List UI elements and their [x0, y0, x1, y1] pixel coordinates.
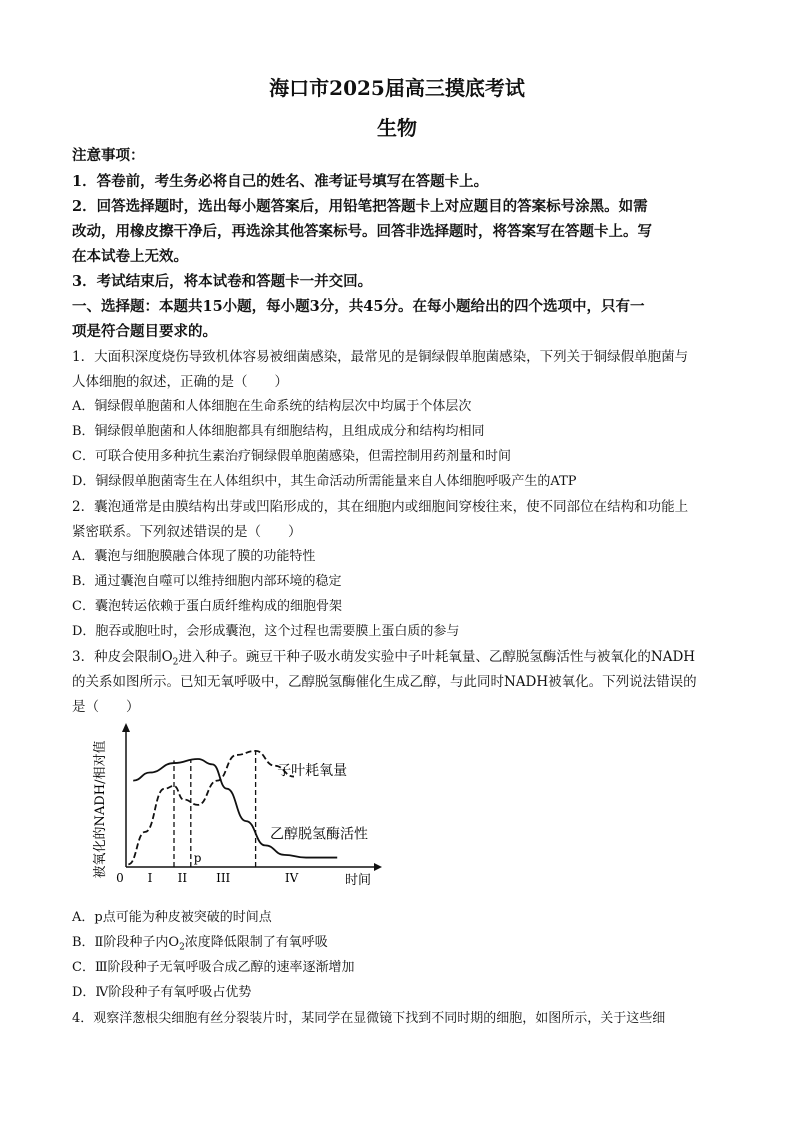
series-line-enzyme	[128, 751, 294, 864]
q1-option-a: A．铜绿假单胞菌和人体细胞在生命系统的结构层次中均属于个体层次	[72, 399, 472, 414]
exam-title: 海口市2025届高三摸底考试	[269, 76, 525, 100]
q2-option-a: A．囊泡与细胞膜融合体现了膜的功能特性	[72, 549, 316, 564]
origin-label: 0	[116, 871, 124, 885]
q3-stem-part: 3．种皮会限制O	[72, 649, 173, 665]
y-axis-arrow	[122, 723, 130, 732]
q3-stem: 的关系如图所示。已知无氧呼吸中，乙醇脱氢酶催化生成乙醇，与此同时NADH被氧化。下列说法错误的	[72, 674, 697, 690]
nadh-chart	[86, 722, 406, 902]
q3-stem: 是（ ）	[72, 699, 140, 715]
stage-label: II	[177, 871, 188, 885]
x-axis-label: 时间	[344, 873, 372, 888]
q1-option-b: B．铜绿假单胞菌和人体细胞都具有细胞结构，且组成成分和结构均相同	[72, 424, 485, 439]
q3-option-c: C．Ⅲ阶段种子无氧呼吸合成乙醇的速率逐渐增加	[72, 960, 355, 975]
stage-label: I	[147, 871, 153, 885]
q2-option-c: C．囊泡转运依赖于蛋白质纤维构成的细胞骨架	[72, 599, 342, 614]
series-label-oxygen: 子叶耗氧量	[277, 763, 348, 780]
q3-option-b-part: B．Ⅱ阶段种子内O	[72, 935, 180, 950]
section-heading: 一、选择题：本题共15小题，每小题3分，共45分。在每小题给出的四个选项中，只有一	[72, 298, 645, 315]
subscript: 2	[172, 657, 179, 668]
notice-heading: 注意事项：	[72, 147, 145, 164]
notice-line: 在本试卷上无效。	[72, 248, 188, 265]
q1-stem: 人体细胞的叙述，正确的是（ ）	[72, 374, 288, 390]
q1-stem: 1．大面积深度烧伤导致机体容易被细菌感染，最常见的是铜绿假单胞菌感染，下列关于铜绿假单胞菌与	[72, 349, 689, 365]
notice-line: 改动，用橡皮擦干净后，再选涂其他答案标号。回答非选择题时，将答案写在答题卡上。写	[72, 223, 652, 240]
q2-stem: 紧密联系。下列叙述错误的是（ ）	[72, 524, 302, 540]
notice-line: 3．考试结束后，将本试卷和答题卡一并交回。	[72, 273, 373, 290]
notice-line: 2．回答选择题时，选出每小题答案后，用铅笔把答题卡上对应题目的答案标号涂黑。如需	[72, 198, 648, 215]
q1-option-d: D．铜绿假单胞菌寄生在人体组织中，其生命活动所需能量来自人体细胞呼吸产生的ATP	[72, 474, 577, 489]
q3-option-b-part: 浓度降低限制了有氧呼吸	[184, 935, 328, 950]
x-axis-arrow	[374, 863, 382, 871]
stage-label: III	[216, 871, 231, 885]
q4-stem: 4．观察洋葱根尖细胞有丝分裂装片时，某同学在显微镜下找到不同时期的细胞，如图所示，关于这些细	[72, 1011, 666, 1026]
q3-stem-part: 进入种子。豌豆干种子吸水萌发实验中子叶耗氧量、乙醇脱氢酶活性与被氧化的NADH	[178, 649, 696, 665]
section-heading: 项是符合题目要求的。	[72, 323, 217, 340]
stage-label: IV	[284, 871, 299, 885]
point-p-label: p	[193, 851, 202, 865]
q3-option-a: A．p点可能为种皮被突破的时间点	[72, 910, 272, 925]
subject-title: 生物	[377, 116, 417, 140]
q2-option-b: B．通过囊泡自噬可以维持细胞内部环境的稳定	[72, 574, 342, 589]
notice-line: 1．答卷前，考生务必将自己的姓名、准考证号填写在答题卡上。	[72, 173, 489, 190]
q3-option-d: D．Ⅳ阶段种子有氧呼吸占优势	[72, 985, 252, 1000]
y-axis-label: 被氧化的NADH/相对值	[93, 740, 108, 879]
subscript: 2	[179, 942, 185, 953]
q2-option-d: D．胞吞或胞吐时，会形成囊泡，这个过程也需要膜上蛋白质的参与	[72, 624, 460, 639]
q1-option-c: C．可联合使用多种抗生素治疗铜绿假单胞菌感染，但需控制用药剂量和时间	[72, 449, 511, 464]
q2-stem: 2．囊泡通常是由膜结构出芽或凹陷形成的，其在细胞内或细胞间穿梭往来，使不同部位在结构和功能上	[72, 499, 689, 515]
series-label-enzyme: 乙醇脱氢酶活性	[270, 826, 368, 843]
